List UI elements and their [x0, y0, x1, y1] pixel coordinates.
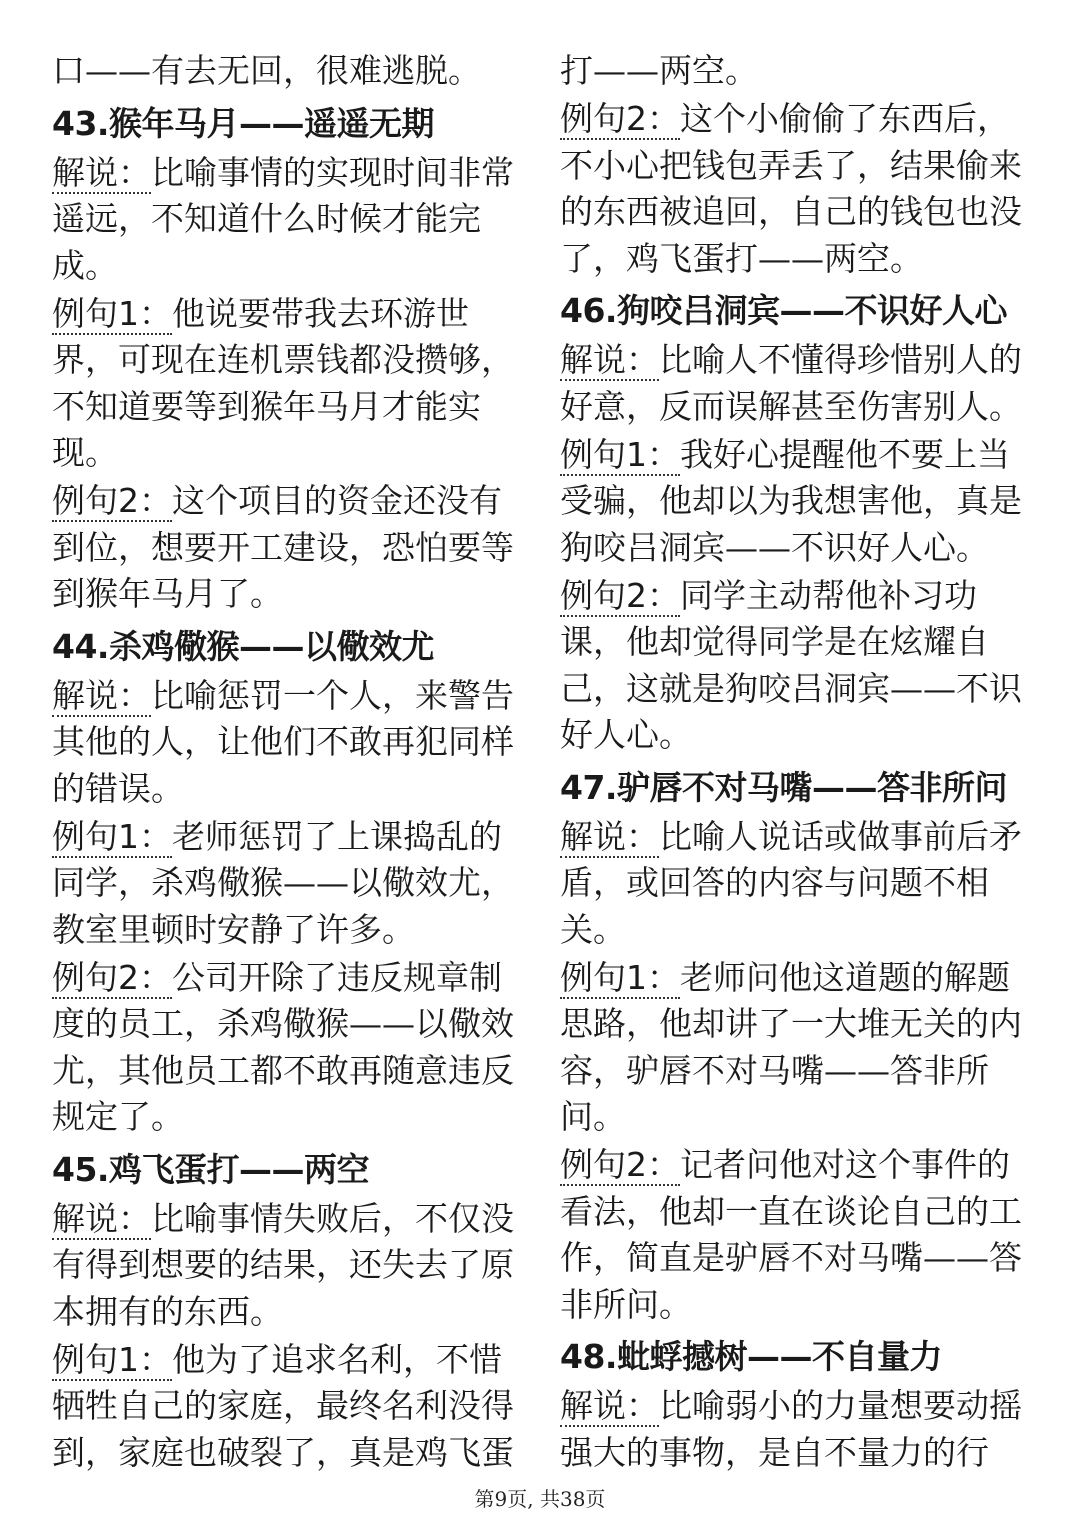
explanation [52, 673, 514, 813]
entry-heading: 43.猴年马月——遥遥无期 [52, 103, 434, 143]
example-text: 公司开除了违反规章制度的员工，杀鸡儆猴——以儆效尤，其他员工都不敢再随意违反规定了。 [52, 957, 514, 1136]
explain-label: 解说： [560, 1386, 659, 1425]
example-text: 这个项目的资金还没有到位，想要开工建设，恐怕要等到猴年马月了。 [52, 481, 514, 613]
entry-43 [52, 101, 514, 618]
entry-heading: 45.鸡飞蛋打——两空 [52, 1149, 369, 1189]
example-2 [560, 96, 1022, 282]
explain-text: 比喻人说话或做事前后矛盾，或回答的内容与问题不相关。 [560, 816, 1022, 949]
entry-heading: 47.驴唇不对马嘴——答非所问 [560, 767, 1007, 807]
example-label: 例句2： [52, 957, 172, 997]
example-label: 例句1： [560, 434, 680, 474]
example-text: 他说要带我去环游世界，可现在连机票钱都没攒够，不知道要等到猴年马月才能实现。 [52, 293, 514, 472]
example-text: 老师惩罚了上课捣乱的同学，杀鸡儆猴——以儆效尤，教室里顿时安静了许多。 [52, 816, 514, 949]
explain-label: 解说： [52, 1198, 151, 1238]
entry-heading: 44.杀鸡儆猴——以儆效尤 [52, 626, 434, 666]
example-label: 例句2： [560, 1145, 680, 1184]
explain-text: 比喻惩罚一个人，来警告其他的人，让他们不敢再犯同样的错误。 [52, 675, 514, 808]
explain-label: 解说： [52, 152, 151, 192]
explanation [52, 150, 514, 290]
example-1 [52, 814, 514, 954]
example-2 [560, 1142, 1022, 1328]
example-label: 例句1： [52, 816, 172, 856]
explain-label: 解说： [560, 816, 659, 856]
example-1 [560, 432, 1022, 572]
example-1 [52, 1337, 514, 1477]
example-label: 例句1： [560, 957, 680, 997]
explain-text: 比喻事情的实现时间非常遥远，不知道什么时候才能完成。 [52, 152, 514, 285]
explanation [560, 337, 1022, 430]
example-2 [560, 573, 1022, 759]
explain-label: 解说： [52, 675, 151, 715]
right-column [560, 48, 1022, 1478]
example-text: 老师问他这道题的解题思路，他却讲了一大堆无关的内容，驴唇不对马嘴——答非所问。 [560, 957, 1022, 1136]
example-text: 这个小偷偷了东西后，不小心把钱包弄丢了，结果偷来的东西被追回，自己的钱包也没了，鸡飞蛋打——两空。 [560, 99, 1022, 278]
explanation [560, 1383, 1022, 1476]
example-label: 例句2： [52, 481, 172, 520]
example-1 [560, 955, 1022, 1141]
example-label: 例句1： [52, 293, 172, 333]
explain-label: 解说： [560, 340, 659, 379]
example-text: 我好心提醒他不要上当受骗，他却以为我想害他，真是狗咬吕洞宾——不识好人心。 [560, 434, 1022, 567]
page-number-footer: 第9页, 共38页 [474, 1487, 606, 1511]
explanation [52, 1196, 514, 1336]
left-column [52, 48, 514, 1478]
explain-text: 比喻人不懂得珍惜别人的好意，反而误解甚至伤害别人。 [560, 340, 1022, 426]
entry-heading: 46.狗咬吕洞宾——不识好人心 [560, 291, 1007, 330]
explain-text: 比喻弱小的力量想要动摇强大的事物，是自不量力的行 [560, 1386, 1022, 1472]
entry-44 [52, 624, 514, 1141]
continuation-text: 打——两空。 [560, 51, 758, 90]
entry-48 [560, 1334, 1022, 1476]
example-2 [52, 955, 514, 1141]
example-label: 例句2： [560, 99, 680, 138]
entry-45 [52, 1147, 514, 1477]
explain-text: 比喻事情失败后，不仅没有得到想要的结果，还失去了原本拥有的东西。 [52, 1198, 514, 1331]
example-text: 他为了追求名利，不惜牺牲自己的家庭，最终名利没得到，家庭也破裂了，真是鸡飞蛋 [52, 1339, 514, 1472]
continuation-text: 口——有去无回，很难逃脱。 [52, 51, 481, 90]
example-2 [52, 478, 514, 618]
explanation [560, 814, 1022, 954]
entry-heading: 48.蚍蜉撼树——不自量力 [560, 1337, 942, 1376]
example-text: 同学主动帮他补习功课，他却觉得同学是在炫耀自己，这就是狗咬吕洞宾——不识好人心。 [560, 575, 1022, 754]
entry-46 [560, 288, 1022, 759]
example-text: 记者问他对这个事件的看法，他却一直在谈论自己的工作，简直是驴唇不对马嘴——答非所问。 [560, 1145, 1022, 1324]
entry-47 [560, 765, 1022, 1329]
example-label: 例句1： [52, 1339, 172, 1379]
example-1 [52, 291, 514, 477]
example-label: 例句2： [560, 575, 680, 615]
